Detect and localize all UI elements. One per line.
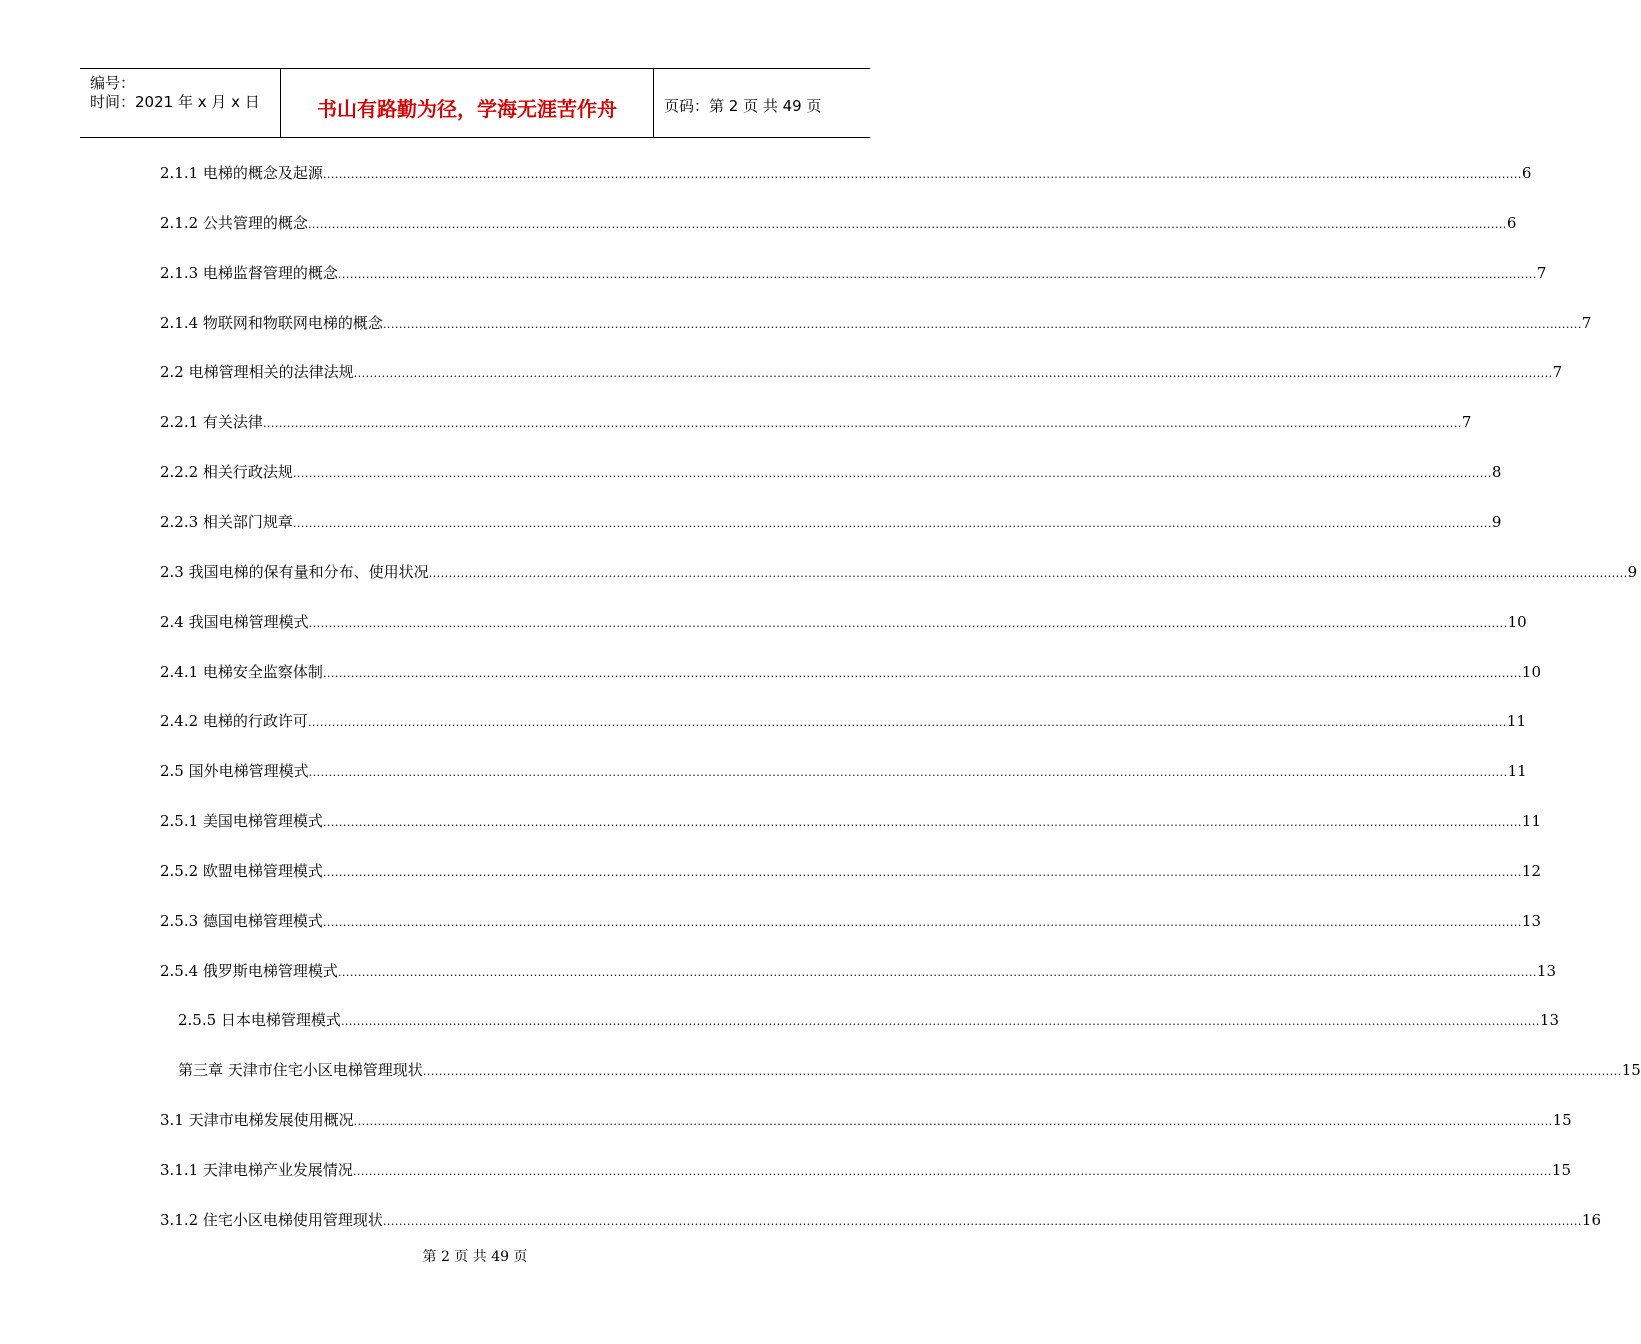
toc-entry-page: 7 [1581, 314, 1592, 332]
toc-entry-title: 2.4.2 电梯的行政许可 [160, 712, 308, 730]
toc-entry [178, 1059, 1641, 1079]
toc-entry [160, 461, 1502, 481]
toc-leader-dots: ............................................................................................................................................................................................................................................................................................................ [308, 617, 1508, 630]
toc-entry-page: 7 [1536, 264, 1547, 282]
toc-entry-title: 2.5.4 俄罗斯电梯管理模式 [160, 962, 338, 980]
toc-entry-title: 2.1.4 物联网和物联网电梯的概念 [160, 314, 383, 332]
toc-entry-title: 2.5.2 欧盟电梯管理模式 [160, 862, 323, 880]
toc-entry [160, 960, 1557, 980]
toc-entry-title: 2.1.3 电梯监督管理的概念 [160, 264, 338, 282]
toc-leader-dots: ............................................................................................................................................................................................................................................................................................................ [337, 966, 1537, 979]
toc-entry-title: 2.2.2 相关行政法规 [160, 463, 293, 481]
toc-entry-page: 13 [1539, 1011, 1560, 1029]
toc-entry [160, 810, 1542, 830]
header-page-info: 页码：第 2 页 共 49 页 [664, 97, 822, 115]
header-motto: 书山有路勤为径，学海无涯苦作舟 [317, 97, 617, 121]
toc-entry [160, 661, 1542, 681]
toc-entry-page: 15 [1552, 1111, 1572, 1129]
toc-leader-dots: ............................................................................................................................................................................................................................................................................................................ [322, 816, 1522, 829]
toc-leader-dots: ............................................................................................................................................................................................................................................................................................................ [352, 1165, 1552, 1178]
toc-entry [160, 1159, 1572, 1179]
toc-entry-title: 2.5.3 德国电梯管理模式 [160, 912, 323, 930]
header-motto-cell [281, 69, 654, 137]
toc-leader-dots: ............................................................................................................................................................................................................................................................................................................ [322, 168, 1522, 181]
toc-entry-page: 10 [1521, 663, 1542, 681]
toc-entry-page: 15 [1621, 1061, 1641, 1079]
toc-leader-dots: ............................................................................................................................................................................................................................................................................................................ [292, 467, 1492, 480]
toc-leader-dots: ............................................................................................................................................................................................................................................................................................................ [322, 667, 1522, 680]
toc-entry-title: 3.1 天津市电梯发展使用概况 [160, 1111, 354, 1129]
toc-entry-title: 2.1.2 公共管理的概念 [160, 214, 308, 232]
toc-entry-page: 6 [1506, 214, 1517, 232]
header-left-cell [80, 69, 281, 137]
toc-entry-title: 2.4 我国电梯管理模式 [160, 613, 309, 631]
toc-entry-page: 11 [1506, 712, 1527, 730]
toc-entry-title: 3.1.2 住宅小区电梯使用管理现状 [160, 1211, 383, 1229]
toc-leader-dots: ............................................................................................................................................................................................................................................................................................................ [322, 866, 1522, 879]
toc-entry-page: 6 [1521, 164, 1532, 182]
document-time-label: 时间：2021 年 x 月 x 日 [90, 93, 260, 111]
toc-entry-page: 11 [1521, 812, 1542, 830]
toc-entry-page: 13 [1536, 962, 1557, 980]
toc-leader-dots: ............................................................................................................................................................................................................................................................................................................ [422, 1065, 1622, 1078]
toc-entry [160, 1209, 1602, 1229]
toc-entry [160, 561, 1638, 581]
toc-leader-dots: ............................................................................................................................................................................................................................................................................................................ [382, 1215, 1582, 1228]
toc-entry-page: 9 [1627, 563, 1638, 581]
toc-entry-title: 2.2.3 相关部门规章 [160, 513, 293, 531]
toc-entry-title: 2.5 国外电梯管理模式 [160, 762, 309, 780]
toc-entry-title: 2.1.1 电梯的概念及起源 [160, 164, 323, 182]
toc-leader-dots: ............................................................................................................................................................................................................................................................................................................ [382, 318, 1582, 331]
toc-entry-title: 2.4.1 电梯安全监察体制 [160, 663, 323, 681]
toc-entry-page: 7 [1552, 363, 1563, 381]
toc-entry [160, 710, 1527, 730]
toc-entry [160, 511, 1502, 531]
toc-entry [160, 1109, 1572, 1129]
page-header [80, 68, 870, 138]
toc-entry [160, 860, 1542, 880]
toc-entry-page: 13 [1521, 912, 1542, 930]
toc-entry-title: 2.5.1 美国电梯管理模式 [160, 812, 323, 830]
toc-leader-dots: ............................................................................................................................................................................................................................................................................................................ [322, 916, 1522, 929]
toc-leader-dots: ............................................................................................................................................................................................................................................................................................................ [428, 567, 1628, 580]
toc-entry-title: 第三章 天津市住宅小区电梯管理现状 [178, 1061, 423, 1079]
toc-entry [160, 162, 1532, 182]
toc-entry-page: 9 [1491, 513, 1502, 531]
toc-leader-dots: ............................................................................................................................................................................................................................................................................................................ [353, 1115, 1553, 1128]
toc-entry [160, 611, 1527, 631]
toc-entry [160, 312, 1592, 332]
toc-entry-page: 16 [1581, 1211, 1602, 1229]
toc-entry-page: 11 [1507, 762, 1527, 780]
page-footer: 第 2 页 共 49 页 [422, 1249, 528, 1265]
toc-entry-title: 2.2 电梯管理相关的法律法规 [160, 363, 354, 381]
toc-entry [160, 262, 1547, 282]
toc-entry-page: 8 [1491, 463, 1502, 481]
header-right-cell [654, 69, 870, 137]
toc-entry-page: 7 [1461, 413, 1472, 431]
toc-entry [160, 411, 1472, 431]
toc-leader-dots: ............................................................................................................................................................................................................................................................................................................ [340, 1015, 1540, 1028]
toc-leader-dots: ............................................................................................................................................................................................................................................................................................................ [307, 716, 1507, 729]
document-number-label: 编号： [90, 74, 136, 92]
toc-entry-page: 10 [1507, 613, 1527, 631]
toc-entry [160, 910, 1542, 930]
toc-entry [160, 212, 1517, 232]
toc-entry-title: 2.5.5 日本电梯管理模式 [178, 1011, 341, 1029]
toc-entry [160, 361, 1563, 381]
toc-leader-dots: ............................................................................................................................................................................................................................................................................................................ [337, 268, 1537, 281]
toc-entry-page: 12 [1521, 862, 1542, 880]
toc-leader-dots: ............................................................................................................................................................................................................................................................................................................ [353, 367, 1553, 380]
toc-entry-page: 15 [1551, 1161, 1572, 1179]
toc-entry [160, 760, 1527, 780]
toc-leader-dots: ............................................................................................................................................................................................................................................................................................................ [307, 218, 1507, 231]
toc-entry [178, 1009, 1560, 1029]
toc-leader-dots: ............................................................................................................................................................................................................................................................................................................ [308, 766, 1508, 779]
toc-leader-dots: ............................................................................................................................................................................................................................................................................................................ [292, 517, 1492, 530]
toc-entry-title: 2.2.1 有关法律 [160, 413, 263, 431]
toc-entry-title: 3.1.1 天津电梯产业发展情况 [160, 1161, 353, 1179]
toc-leader-dots: ............................................................................................................................................................................................................................................................................................................ [262, 417, 1462, 430]
toc-entry-title: 2.3 我国电梯的保有量和分布、使用状况 [160, 563, 429, 581]
